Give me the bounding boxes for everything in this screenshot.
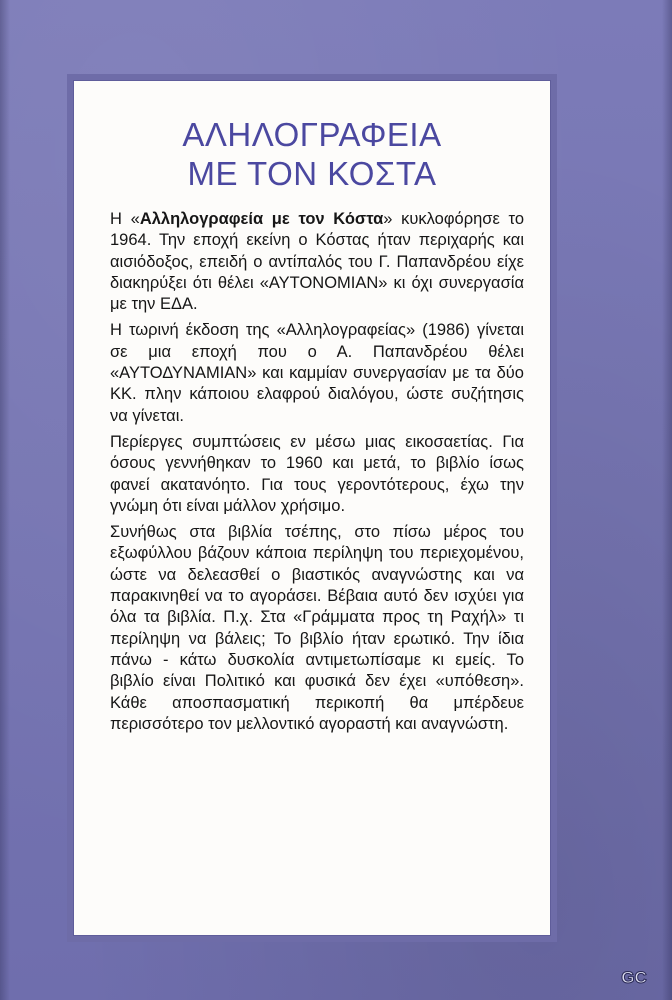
paragraph-1-bold-title: Αλληλογραφεία με τον Κόστα xyxy=(139,210,384,228)
paragraph-1-text: » κυκλοφόρησε το 1964. Την εποχή εκείνη ο Κόστας ήταν περιχαρής και αισιόδοξος, επειδή ο αντίπαλός του Γ. Παπανδρέου είχε διακηρύξει ότι θέλει «ΑΥΤΟΝΟΜΙΑΝ» κι όχι συνεργασία με την ΕΔΑ. xyxy=(110,210,524,314)
paragraph-1-prefix: Η « xyxy=(110,210,140,228)
cover-edge-left xyxy=(0,0,10,1000)
paragraph-4: Συνήθως στα βιβλία τσέπης, στο πίσω μέρος του εξωφύλλου βάζουν κάποια περίληψη του περιεχομένου, ώστε να δελεασθεί ο βιαστικός αναγνώστης και να παρακινηθεί να το αγοράσει. Βέβαια αυτό δεν ισχύει για όλα τα βιβλία. Π.χ. Στα «Γράμματα προς τη Ραχήλ» τι περίληψη να βάλεις; Το βιβλίο ήταν ερωτικό. Την ίδια πάνω - κάτω δυσκολία αντιμετωπίσαμε κι εμείς. Το βιβλίο είναι Πολιτικό και φυσικά δεν έχει «υπόθεση». Κάθε αποσπασματική περικοπή θα μπέρδευε περισσότερο τον μελλοντικό αγοραστή και αναγνώστη. xyxy=(110,523,524,733)
book-title xyxy=(74,115,550,193)
book-title-line-1: ΑΛΗΛΟΓΡΑΦΕΙΑ xyxy=(182,116,442,153)
gc-watermark-text: GC xyxy=(621,968,647,987)
back-cover-text xyxy=(110,209,524,740)
cover-edge-right xyxy=(662,0,672,1000)
book-title-line-2: ΜΕ ΤΟΝ ΚΟΣΤΑ xyxy=(187,155,437,192)
text-panel xyxy=(73,80,551,936)
paragraph-3: Περίεργες συμπτώσεις εν μέσω μιας εικοσαετίας. Για όσους γεννήθηκαν το 1960 και μετά, το βιβλίο ίσως φανεί ακατανόητο. Για τους γεροντότερους, έχω την γνώμη ότι είναι μάλλον χρήσιμο. xyxy=(110,432,524,515)
text-frame xyxy=(67,74,557,942)
paragraph-1 xyxy=(110,209,524,315)
gc-watermark-logo xyxy=(619,966,649,988)
paragraph-2: Η τωρινή έκδοση της «Αλληλογραφείας» (1986) γίνεται σε μια εποχή που ο Α. Παπανδρέου θέλει «ΑΥΤΟΔΥΝΑΜΙΑΝ» και καμμίαν συνεργασίαν με τα δύο ΚΚ. πλην κάποιου ελαφρού διαλόγου, ώστε συζήτησις να γίνεται. xyxy=(110,321,524,425)
